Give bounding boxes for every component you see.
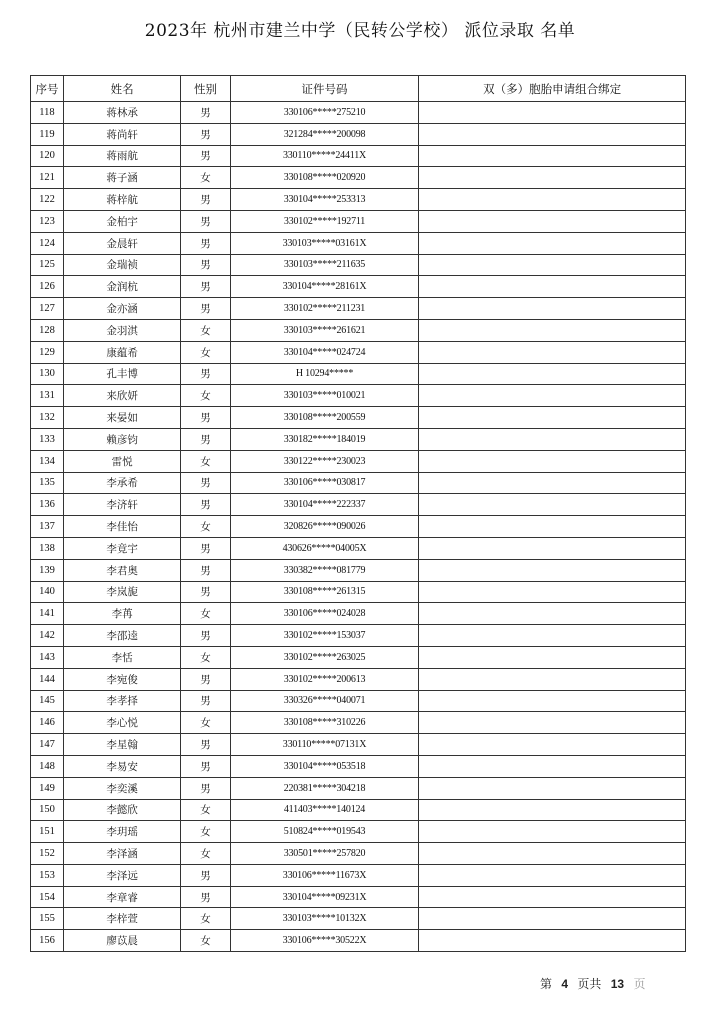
cell-name: 李恬 <box>63 646 180 668</box>
cell-gender: 男 <box>181 668 230 690</box>
cell-name: 蒋林承 <box>63 102 180 124</box>
cell-name: 金羽淇 <box>63 319 180 341</box>
footer-suffix: 页 <box>633 977 646 991</box>
cell-twin-binding <box>419 428 686 450</box>
cell-gender: 女 <box>181 516 230 538</box>
cell-gender: 男 <box>181 690 230 712</box>
cell-id-number: 330106*****030817 <box>230 472 418 494</box>
cell-id-number: 330108*****200559 <box>230 407 418 429</box>
cell-twin-binding <box>419 102 686 124</box>
cell-seq: 133 <box>31 428 64 450</box>
table-row <box>31 516 686 538</box>
cell-id-number: 330110*****07131X <box>230 734 418 756</box>
cell-seq: 138 <box>31 537 64 559</box>
cell-twin-binding <box>419 799 686 821</box>
cell-gender: 男 <box>181 123 230 145</box>
cell-twin-binding <box>419 167 686 189</box>
header-seq: 序号 <box>31 76 64 102</box>
cell-seq: 120 <box>31 145 64 167</box>
cell-name: 蒋雨航 <box>63 145 180 167</box>
cell-seq: 132 <box>31 407 64 429</box>
cell-twin-binding <box>419 385 686 407</box>
cell-id-number: 330108*****310226 <box>230 712 418 734</box>
table-row <box>31 428 686 450</box>
cell-twin-binding <box>419 189 686 211</box>
table-row <box>31 930 686 952</box>
cell-seq: 143 <box>31 646 64 668</box>
cell-name: 李宛俊 <box>63 668 180 690</box>
cell-gender: 男 <box>181 472 230 494</box>
cell-name: 赖彦钧 <box>63 428 180 450</box>
cell-id-number: 321284*****200098 <box>230 123 418 145</box>
cell-seq: 134 <box>31 450 64 472</box>
table-row <box>31 821 686 843</box>
cell-name: 来晏如 <box>63 407 180 429</box>
table-row <box>31 276 686 298</box>
cell-seq: 151 <box>31 821 64 843</box>
cell-twin-binding <box>419 319 686 341</box>
cell-seq: 142 <box>31 625 64 647</box>
cell-gender: 男 <box>181 145 230 167</box>
cell-gender: 女 <box>181 908 230 930</box>
footer-total-pages: 13 <box>610 977 625 991</box>
table-row <box>31 167 686 189</box>
cell-name: 蒋尚轩 <box>63 123 180 145</box>
cell-seq: 123 <box>31 210 64 232</box>
cell-twin-binding <box>419 734 686 756</box>
table-row <box>31 777 686 799</box>
cell-id-number: H 10294***** <box>230 363 418 385</box>
cell-id-number: 330102*****200613 <box>230 668 418 690</box>
header-twin-binding: 双（多）胞胎申请组合绑定 <box>419 76 686 102</box>
cell-twin-binding <box>419 559 686 581</box>
table-row <box>31 843 686 865</box>
cell-id-number: 330108*****020920 <box>230 167 418 189</box>
cell-twin-binding <box>419 886 686 908</box>
cell-twin-binding <box>419 407 686 429</box>
cell-name: 李奕溪 <box>63 777 180 799</box>
cell-twin-binding <box>419 210 686 232</box>
cell-name: 金亦涵 <box>63 298 180 320</box>
cell-name: 李易安 <box>63 755 180 777</box>
cell-id-number: 330102*****211231 <box>230 298 418 320</box>
cell-twin-binding <box>419 298 686 320</box>
cell-id-number: 330106*****30522X <box>230 930 418 952</box>
cell-seq: 153 <box>31 864 64 886</box>
cell-id-number: 330104*****024724 <box>230 341 418 363</box>
footer-prefix: 第 <box>540 977 553 991</box>
footer-page-number: 4 <box>561 977 569 991</box>
cell-name: 蒋梓航 <box>63 189 180 211</box>
cell-gender: 女 <box>181 167 230 189</box>
cell-id-number: 320826*****090026 <box>230 516 418 538</box>
cell-twin-binding <box>419 537 686 559</box>
table-row <box>31 537 686 559</box>
cell-name: 来欣妍 <box>63 385 180 407</box>
cell-seq: 140 <box>31 581 64 603</box>
table-row <box>31 123 686 145</box>
cell-twin-binding <box>419 450 686 472</box>
cell-twin-binding <box>419 668 686 690</box>
cell-seq: 144 <box>31 668 64 690</box>
cell-seq: 154 <box>31 886 64 908</box>
cell-seq: 127 <box>31 298 64 320</box>
cell-name: 李孝择 <box>63 690 180 712</box>
page-footer <box>540 975 645 992</box>
cell-name: 李心悦 <box>63 712 180 734</box>
cell-gender: 男 <box>181 254 230 276</box>
cell-id-number: 330104*****28161X <box>230 276 418 298</box>
table-row <box>31 603 686 625</box>
cell-twin-binding <box>419 646 686 668</box>
header-name: 姓名 <box>63 76 180 102</box>
table-row <box>31 799 686 821</box>
cell-gender: 男 <box>181 102 230 124</box>
cell-id-number: 330103*****03161X <box>230 232 418 254</box>
table-row <box>31 646 686 668</box>
table-row <box>31 145 686 167</box>
cell-seq: 147 <box>31 734 64 756</box>
cell-gender: 男 <box>181 625 230 647</box>
cell-name: 李泽涵 <box>63 843 180 865</box>
table-body <box>31 102 686 952</box>
table-row <box>31 210 686 232</box>
table-row <box>31 385 686 407</box>
table-row <box>31 407 686 429</box>
cell-seq: 150 <box>31 799 64 821</box>
cell-gender: 女 <box>181 450 230 472</box>
cell-twin-binding <box>419 123 686 145</box>
cell-gender: 男 <box>181 581 230 603</box>
table-row <box>31 494 686 516</box>
table-row <box>31 734 686 756</box>
cell-id-number: 330103*****10132X <box>230 908 418 930</box>
cell-gender: 男 <box>181 559 230 581</box>
cell-id-number: 330102*****153037 <box>230 625 418 647</box>
cell-gender: 男 <box>181 298 230 320</box>
cell-id-number: 330102*****192711 <box>230 210 418 232</box>
cell-name: 李星翰 <box>63 734 180 756</box>
header-gender: 性别 <box>181 76 230 102</box>
cell-gender: 男 <box>181 428 230 450</box>
cell-gender: 女 <box>181 341 230 363</box>
cell-twin-binding <box>419 625 686 647</box>
admission-roster-table <box>30 75 686 952</box>
cell-twin-binding <box>419 494 686 516</box>
cell-id-number: 330106*****275210 <box>230 102 418 124</box>
cell-id-number: 330102*****263025 <box>230 646 418 668</box>
cell-gender: 男 <box>181 232 230 254</box>
cell-gender: 女 <box>181 319 230 341</box>
cell-name: 金润杭 <box>63 276 180 298</box>
cell-twin-binding <box>419 341 686 363</box>
cell-twin-binding <box>419 472 686 494</box>
page-title: 2023年 杭州市建兰中学（民转公学校） 派位录取 名单 <box>144 21 576 41</box>
table-row <box>31 886 686 908</box>
cell-id-number: 330106*****11673X <box>230 864 418 886</box>
cell-twin-binding <box>419 516 686 538</box>
cell-seq: 145 <box>31 690 64 712</box>
table-row <box>31 712 686 734</box>
table-row <box>31 254 686 276</box>
cell-gender: 男 <box>181 864 230 886</box>
cell-seq: 139 <box>31 559 64 581</box>
cell-gender: 男 <box>181 886 230 908</box>
cell-name: 李济轩 <box>63 494 180 516</box>
cell-seq: 128 <box>31 319 64 341</box>
table-row <box>31 363 686 385</box>
cell-id-number: 330382*****081779 <box>230 559 418 581</box>
table-row <box>31 450 686 472</box>
cell-twin-binding <box>419 755 686 777</box>
cell-id-number: 411403*****140124 <box>230 799 418 821</box>
cell-seq: 146 <box>31 712 64 734</box>
cell-name: 李梓萱 <box>63 908 180 930</box>
cell-seq: 155 <box>31 908 64 930</box>
table-row <box>31 581 686 603</box>
cell-id-number: 330104*****053518 <box>230 755 418 777</box>
cell-twin-binding <box>419 712 686 734</box>
cell-twin-binding <box>419 145 686 167</box>
cell-name: 李玥瑶 <box>63 821 180 843</box>
cell-name: 李竟宇 <box>63 537 180 559</box>
cell-seq: 137 <box>31 516 64 538</box>
table-row <box>31 319 686 341</box>
cell-name: 雷悦 <box>63 450 180 472</box>
cell-id-number: 330103*****261621 <box>230 319 418 341</box>
cell-seq: 141 <box>31 603 64 625</box>
cell-name: 金瑞祯 <box>63 254 180 276</box>
cell-seq: 149 <box>31 777 64 799</box>
cell-twin-binding <box>419 690 686 712</box>
table-row <box>31 908 686 930</box>
cell-name: 李岚旎 <box>63 581 180 603</box>
cell-gender: 女 <box>181 799 230 821</box>
cell-name: 李邵逵 <box>63 625 180 647</box>
cell-gender: 男 <box>181 189 230 211</box>
cell-seq: 130 <box>31 363 64 385</box>
cell-seq: 136 <box>31 494 64 516</box>
cell-seq: 119 <box>31 123 64 145</box>
cell-id-number: 330104*****222337 <box>230 494 418 516</box>
cell-id-number: 330103*****211635 <box>230 254 418 276</box>
cell-id-number: 330122*****230023 <box>230 450 418 472</box>
cell-gender: 男 <box>181 777 230 799</box>
table-row <box>31 668 686 690</box>
cell-twin-binding <box>419 232 686 254</box>
table-row <box>31 625 686 647</box>
cell-gender: 女 <box>181 843 230 865</box>
cell-gender: 男 <box>181 363 230 385</box>
cell-name: 康蕴希 <box>63 341 180 363</box>
cell-gender: 男 <box>181 734 230 756</box>
cell-gender: 男 <box>181 755 230 777</box>
cell-name: 廖苡晨 <box>63 930 180 952</box>
cell-twin-binding <box>419 843 686 865</box>
cell-seq: 135 <box>31 472 64 494</box>
cell-twin-binding <box>419 276 686 298</box>
cell-twin-binding <box>419 254 686 276</box>
table-row <box>31 189 686 211</box>
cell-gender: 男 <box>181 276 230 298</box>
cell-gender: 男 <box>181 537 230 559</box>
cell-id-number: 330501*****257820 <box>230 843 418 865</box>
cell-gender: 女 <box>181 821 230 843</box>
footer-middle: 页共 <box>577 977 602 991</box>
cell-id-number: 330103*****010021 <box>230 385 418 407</box>
cell-twin-binding <box>419 930 686 952</box>
cell-seq: 131 <box>31 385 64 407</box>
cell-seq: 156 <box>31 930 64 952</box>
cell-gender: 女 <box>181 712 230 734</box>
cell-id-number: 330106*****024028 <box>230 603 418 625</box>
table-row <box>31 864 686 886</box>
cell-twin-binding <box>419 603 686 625</box>
cell-twin-binding <box>419 908 686 930</box>
table-row <box>31 559 686 581</box>
cell-gender: 男 <box>181 494 230 516</box>
cell-name: 孔丰博 <box>63 363 180 385</box>
cell-twin-binding <box>419 581 686 603</box>
cell-id-number: 430626*****04005X <box>230 537 418 559</box>
cell-seq: 122 <box>31 189 64 211</box>
cell-name: 金晨轩 <box>63 232 180 254</box>
cell-gender: 女 <box>181 646 230 668</box>
cell-name: 李泽远 <box>63 864 180 886</box>
table-row <box>31 341 686 363</box>
table-row <box>31 690 686 712</box>
cell-seq: 148 <box>31 755 64 777</box>
cell-gender: 男 <box>181 407 230 429</box>
cell-id-number: 220381*****304218 <box>230 777 418 799</box>
table-row <box>31 472 686 494</box>
cell-name: 金柏宇 <box>63 210 180 232</box>
cell-gender: 女 <box>181 603 230 625</box>
cell-name: 李懿欣 <box>63 799 180 821</box>
cell-name: 李佳怡 <box>63 516 180 538</box>
cell-gender: 女 <box>181 930 230 952</box>
cell-twin-binding <box>419 363 686 385</box>
cell-seq: 118 <box>31 102 64 124</box>
table-header-row <box>31 76 686 102</box>
cell-id-number: 330182*****184019 <box>230 428 418 450</box>
cell-seq: 152 <box>31 843 64 865</box>
cell-id-number: 330110*****24411X <box>230 145 418 167</box>
table-row <box>31 232 686 254</box>
cell-twin-binding <box>419 777 686 799</box>
cell-seq: 129 <box>31 341 64 363</box>
cell-name: 李君奥 <box>63 559 180 581</box>
cell-id-number: 510824*****019543 <box>230 821 418 843</box>
cell-id-number: 330326*****040071 <box>230 690 418 712</box>
table-row <box>31 298 686 320</box>
cell-gender: 男 <box>181 210 230 232</box>
cell-name: 李章睿 <box>63 886 180 908</box>
cell-name: 李苒 <box>63 603 180 625</box>
cell-id-number: 330104*****253313 <box>230 189 418 211</box>
table-row <box>31 102 686 124</box>
cell-name: 李承希 <box>63 472 180 494</box>
cell-seq: 124 <box>31 232 64 254</box>
header-id-number: 证件号码 <box>230 76 418 102</box>
cell-seq: 121 <box>31 167 64 189</box>
cell-seq: 125 <box>31 254 64 276</box>
cell-name: 蒋子涵 <box>63 167 180 189</box>
cell-id-number: 330104*****09231X <box>230 886 418 908</box>
cell-twin-binding <box>419 864 686 886</box>
cell-gender: 女 <box>181 385 230 407</box>
cell-id-number: 330108*****261315 <box>230 581 418 603</box>
cell-seq: 126 <box>31 276 64 298</box>
cell-twin-binding <box>419 821 686 843</box>
table-row <box>31 755 686 777</box>
